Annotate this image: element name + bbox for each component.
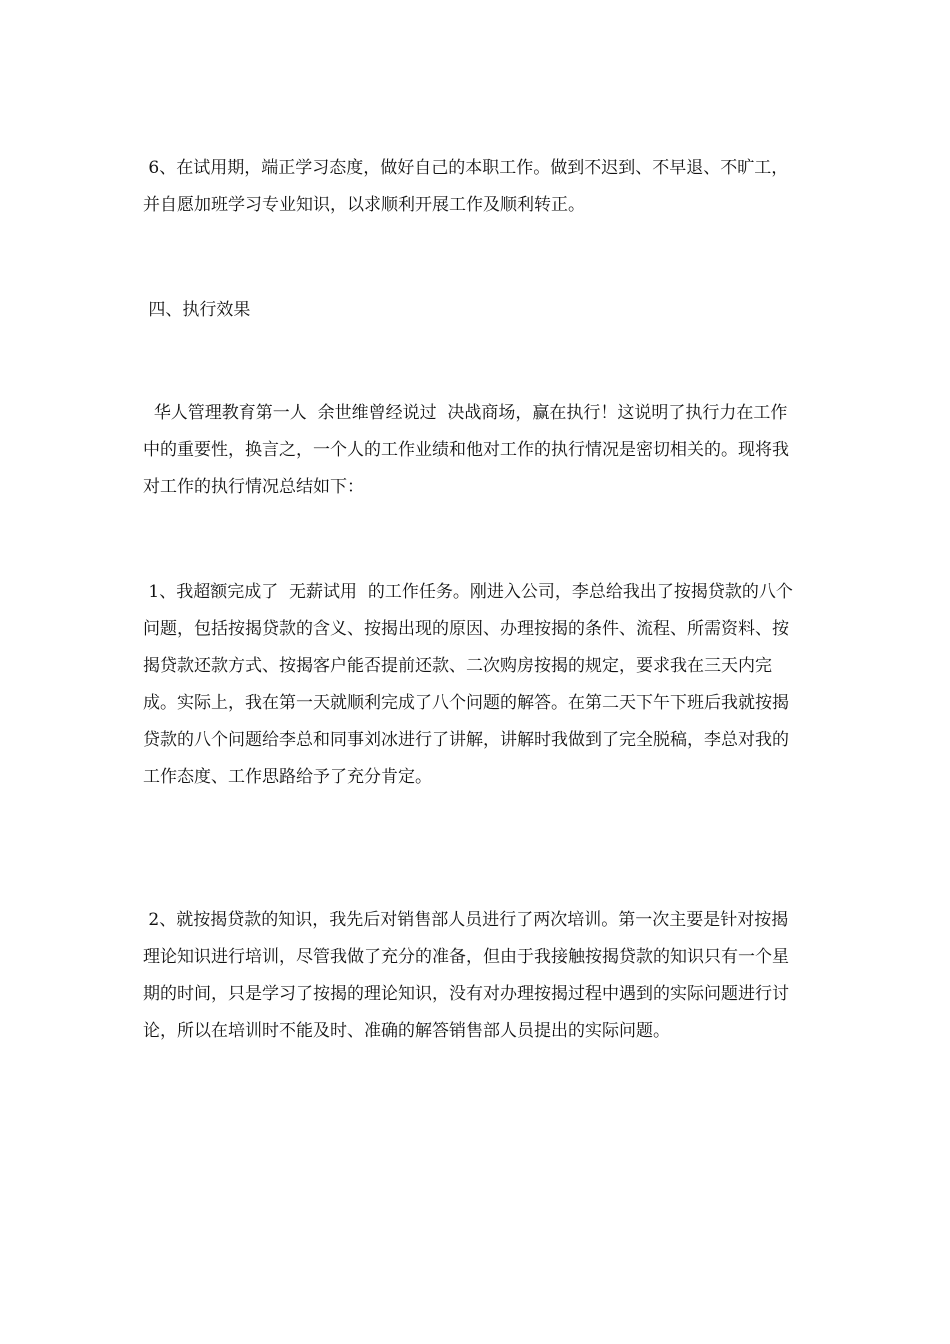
paragraph-result-1: 1、我超额完成了 无薪试用 的工作任务。刚进入公司，李总给我出了按揭贷款的八个问题，包括按揭贷款的含义、按揭出现的原因、办理按揭的条件、流程、所需资料、按揭贷款还款方式、按揭客户能否提前还款、二次购房按揭的规定，要求我在三天内完成。实际上，我在第一天就顺利完成了八个问题的解答。在第二天下午下班后我就按揭贷款的八个问题给李总和同事刘冰进行了讲解，讲解时我做到了完全脱稿，李总对我的工作态度、工作思路给予了充分肯定。 — [143, 582, 793, 787]
paragraph-execution-intro: 华人管理教育第一人 余世维曾经说过 决战商场，赢在执行！这说明了执行力在工作中的重要性，换言之，一个人的工作业绩和他对工作的执行情况是密切相关的。现将我对工作的执行情况总结如下： — [143, 403, 789, 497]
section-heading-execution-results: 四、执行效果 — [143, 300, 251, 320]
paragraph-item-6: 6、在试用期，端正学习态度，做好自己的本职工作。做到不迟到、不早退、不旷工，并自愿加班学习专业知识，以求顺利开展工作及顺利转正。 — [143, 158, 789, 215]
paragraph-result-2: 2、就按揭贷款的知识，我先后对销售部人员进行了两次培训。第一次主要是针对按揭理论知识进行培训，尽管我做了充分的准备，但由于我接触按揭贷款的知识只有一个星期的时间，只是学习了按揭的理论知识，没有对办理按揭过程中遇到的实际问题进行讨论，所以在培训时不能及时、准确的解答销售部人员提出的实际问题。 — [143, 910, 789, 1041]
